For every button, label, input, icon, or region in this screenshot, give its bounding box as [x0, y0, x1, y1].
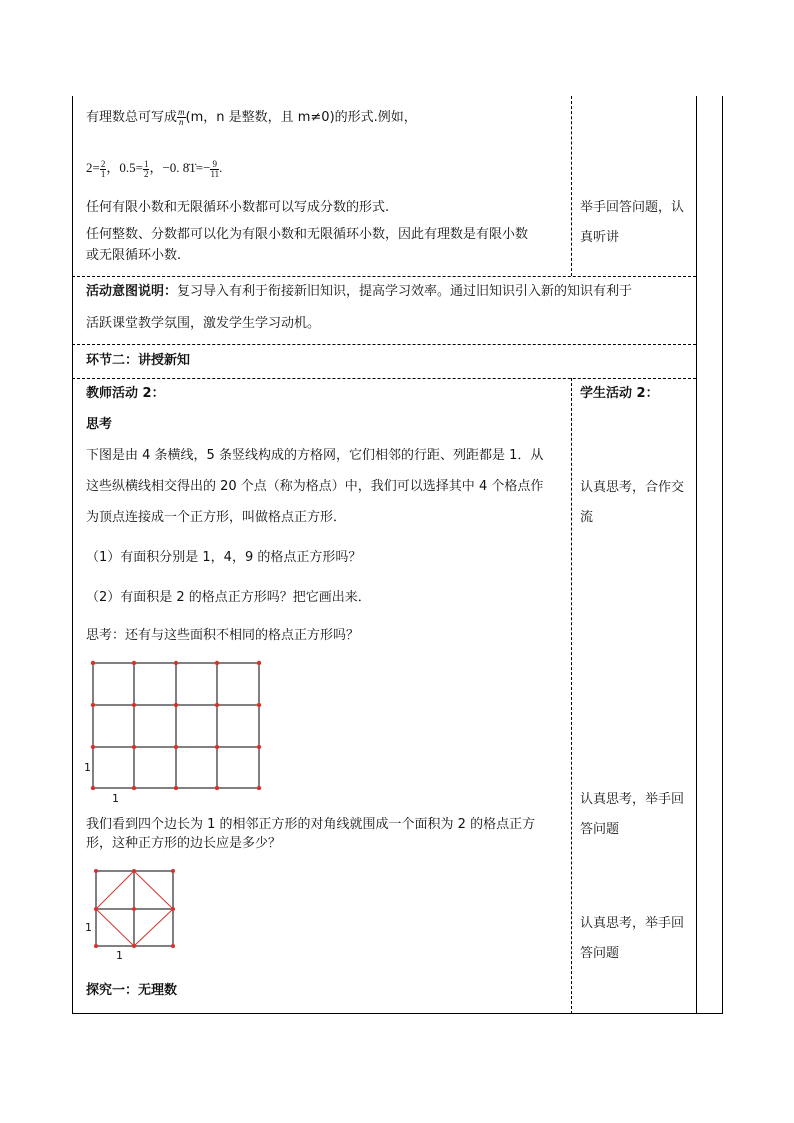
lattice-point: [215, 703, 219, 707]
lattice-point: [257, 786, 261, 790]
problem-text-line1: 下图是由 4 条横线，5 条竖线构成的方格网，它们相邻的行距、列距都是 1．从: [86, 448, 544, 463]
lattice-point: [174, 703, 178, 707]
lattice-point: [132, 944, 136, 948]
lattice-point: [171, 869, 175, 873]
student-response-4b: 答问题: [580, 946, 620, 961]
explanation-line1: 我们看到四个边长为 1 的相邻正方形的对角线就围成一个面积为 2 的格点正方: [86, 817, 536, 832]
grid-side-length-label: 1: [84, 761, 91, 774]
exploration-one-title: 探究一：无理数: [86, 983, 178, 998]
lattice-grid-figure: [88, 660, 268, 790]
diagonal-square-figure: [93, 868, 177, 948]
section-title: 环节二：讲授新知: [86, 353, 191, 368]
student-response-3a: 认真思考，举手回: [580, 792, 685, 807]
table-bottom-border: [72, 1013, 723, 1014]
lattice-point: [215, 786, 219, 790]
table-left-border: [72, 96, 73, 1014]
lattice-point: [91, 661, 95, 665]
student-response-2b: 流: [580, 510, 594, 525]
column-divider-2: [571, 378, 572, 1014]
question-1: （1）有面积分别是 1，4，9 的格点正方形吗？: [86, 550, 362, 565]
row-divider-2: [72, 344, 696, 345]
teacher-activity-header: 教师活动 2：: [86, 386, 165, 401]
student-response-1b: 真听讲: [580, 230, 620, 245]
lattice-point: [174, 661, 178, 665]
table-inner-right-border: [696, 96, 697, 1014]
problem-text-line3: 为顶点连接成一个正方形，叫做格点正方形．: [86, 510, 347, 525]
think-label: 思考: [86, 417, 113, 432]
lattice-point: [174, 786, 178, 790]
small-side-length-label: 1: [85, 921, 92, 934]
explanation-line2: 形，这种正方形的边长应是多少？: [86, 836, 282, 851]
lattice-point: [91, 786, 95, 790]
rational-examples-line: 2= $\frac{2}{1}$ ，0.5= $\frac{1}{2}$ ，−0. 8̇1̇=− $\frac{9}{11}$ .: [86, 158, 223, 179]
row-divider-1: [72, 276, 696, 277]
lattice-point: [171, 907, 175, 911]
lattice-point: [215, 745, 219, 749]
problem-text-line2: 这些纵横线相交得出的 20 个点（称为格点）中，我们可以选择其中 4 个格点作: [86, 479, 544, 494]
activity-intent-line2: 活跃课堂教学氛围，激发学生学习动机。: [86, 316, 321, 331]
lattice-point: [132, 869, 136, 873]
lattice-point: [171, 944, 175, 948]
lattice-point: [94, 907, 98, 911]
lattice-point: [91, 703, 95, 707]
small-bottom-length-label: 1: [116, 949, 123, 962]
lattice-point: [257, 703, 261, 707]
lattice-point: [91, 745, 95, 749]
integer-fraction-statement-cont: 或无限循环小数.: [86, 248, 182, 263]
grid-bottom-length-label: 1: [112, 792, 119, 805]
lattice-point: [257, 745, 261, 749]
lattice-point: [215, 661, 219, 665]
lattice-point: [94, 944, 98, 948]
lattice-point: [132, 907, 136, 911]
lattice-point: [132, 661, 136, 665]
lattice-point: [174, 745, 178, 749]
question-2: （2）有面积是 2 的格点正方形吗？把它画出来．: [86, 590, 371, 605]
table-right-border: [722, 96, 723, 1014]
lattice-point: [132, 786, 136, 790]
row-divider-3: [72, 378, 696, 379]
lattice-point: [132, 745, 136, 749]
student-activity-header: 学生活动 2：: [580, 386, 659, 401]
student-response-4a: 认真思考，举手回: [580, 916, 685, 931]
finite-decimal-statement: 任何有限小数和无限循环小数都可以写成分数的形式.: [86, 200, 390, 215]
rational-definition-line: 有理数总可写成 $\frac{m}{n}$ (m，n 是整数，且 m≠0)的形式.例如，: [86, 107, 417, 127]
integer-fraction-statement: 任何整数、分数都可以化为有限小数和无限循环小数，因此有理数是有限小数: [86, 227, 529, 242]
grid-lines: [93, 663, 259, 788]
student-response-1a: 举手回答问题，认: [580, 200, 685, 215]
lattice-point: [132, 703, 136, 707]
column-divider-1: [571, 96, 572, 276]
student-response-2a: 认真思考，合作交: [580, 480, 685, 495]
activity-intent-line1: 活动意图说明：复习导入有利于衔接新旧知识，提高学习效率。通过旧知识引入新的知识有利于: [86, 284, 633, 299]
lattice-point: [94, 869, 98, 873]
lattice-point: [257, 661, 261, 665]
student-response-3b: 答问题: [580, 822, 620, 837]
question-3: 思考：还有与这些面积不相同的格点正方形吗？: [86, 628, 360, 643]
